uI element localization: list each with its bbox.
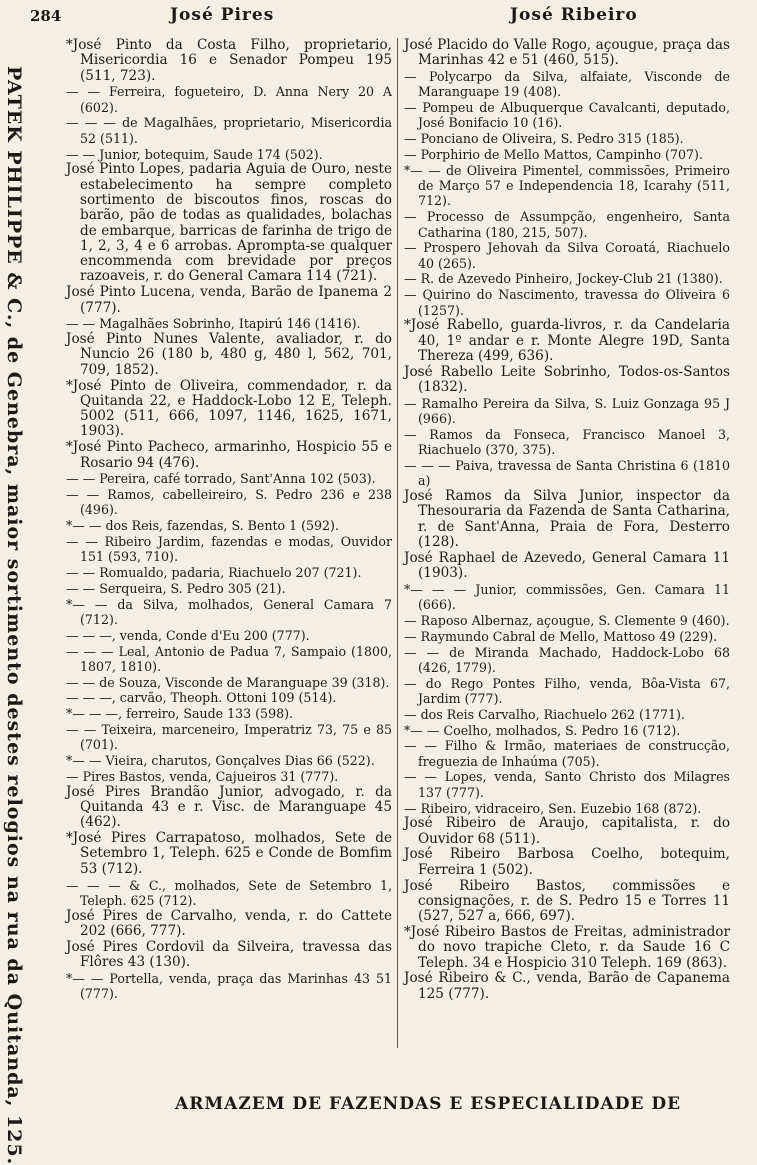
directory-entry: — — — Paiva, travessa de Santa Christina 6 (1810 a) [404, 458, 730, 489]
directory-entry: — Porphirio de Mello Mattos, Campinho (707). [404, 147, 703, 163]
directory-entry: *— — Portella, venda, praça das Marinhas 43 51 (777). [66, 970, 392, 1002]
directory-entry: — Quirino do Nascimento, travessa do Oliveira 6 (1257). [404, 287, 730, 318]
directory-entry: *José Pinto Pacheco, armarinho, Hospicio 55 e Rosario 94 (476). [66, 439, 392, 471]
directory-entry: José Pires Cordovil da Silveira, travessa das Flôres 43 (130). [66, 938, 392, 971]
directory-entry: José Ribeiro & C., venda, Barão de Capanema 125 (777). [404, 970, 730, 1002]
right-column [404, 38, 730, 1002]
directory-entry: — — Teixeira, marceneiro, Imperatriz 73, 75 e 85 (701). [66, 722, 392, 753]
directory-entry: José Placido do Valle Rogo, açougue, praça das Marinhas 42 e 51 (460, 515). [404, 37, 730, 69]
directory-entry: José Ribeiro de Araujo, capitalista, r. do Ouvidor 68 (511). [404, 815, 730, 847]
directory-entry: *— — — Junior, commissões, Gen. Camara 11 (666). [404, 581, 730, 613]
directory-entry: — — —, carvão, Theoph. Ottoni 109 (514). [66, 690, 337, 706]
directory-entry: — Raymundo Cabral de Mello, Mattoso 49 (229). [404, 628, 718, 644]
directory-entry: — — — de Magalhães, proprietario, Misericordia 52 (511). [66, 115, 392, 146]
directory-entry: — Ribeiro, vidraceiro, Sen. Euzebio 168 (872). [404, 800, 702, 816]
directory-entry: — — Romualdo, padaria, Riachuelo 207 (721). [66, 565, 362, 581]
directory-entry: *José Pinto de Oliveira, commendador, r. da Quitanda 22, e Haddock-Lobo 12 E, Teleph. 5002 (511, 666, 1097, 1146, 1625, 1671, 1903). [66, 377, 392, 440]
directory-entry: *José Pires Carrapatoso, molhados, Sete de Setembro 1, Teleph. 625 e Conde de Bomfim 53 (712). [66, 830, 392, 877]
directory-entry: — — Lopes, venda, Santo Christo dos Milagres 137 (777). [404, 769, 730, 800]
running-header [30, 5, 730, 27]
right-running-heading: José Ribeiro [510, 5, 638, 25]
left-running-heading: José Pires [170, 5, 275, 25]
directory-entry: — — Ferreira, fogueteiro, D. Anna Nery 20 A (602). [66, 84, 392, 115]
footer-advertisement: ARMAZEM DE FAZENDAS E ESPECIALIDADE DE [175, 1094, 682, 1114]
directory-entry: — — Ramos, cabelleireiro, S. Pedro 236 e 238 (496). [66, 487, 392, 518]
directory-entry: — — Filho & Irmão, materiaes de construcção, freguezia de Inhaúma (705). [404, 738, 730, 769]
page-number: 284 [30, 7, 62, 25]
directory-entry: José Ribeiro Barbosa Coelho, botequim, Ferreira 1 (502). [404, 846, 730, 878]
directory-entry: — Pompeu de Albuquerque Cavalcanti, deputado, José Bonifacio 10 (16). [404, 100, 730, 131]
column-divider [397, 38, 398, 1048]
directory-entry: — — Ribeiro Jardim, fazendas e modas, Ouvidor 151 (593, 710). [66, 534, 392, 565]
directory-entry: — — — Leal, Antonio de Padua 7, Sampaio (1800, 1807, 1810). [66, 643, 392, 674]
directory-entry: — Raposo Albernaz, açougue, S. Clemente 9 (460). [404, 612, 730, 628]
directory-entry: *José Ribeiro Bastos de Freitas, administrador do novo trapiche Cleto, r. da Saude 16 C Teleph. 34 e Hospicio 310 Teleph. 169 (863). [404, 923, 730, 971]
directory-entry: — R. de Azevedo Pinheiro, Jockey-Club 21 (1380). [404, 271, 723, 287]
directory-entry: — — Serqueira, S. Pedro 305 (21). [66, 580, 286, 596]
directory-entry: — Pires Bastos, venda, Cajueiros 31 (777). [66, 768, 339, 784]
directory-entry: José Pinto Lopes, padaria Aguia de Ouro, neste estabelecimento ha sempre completo sortimento de biscoutos finos, roscas do barão, pão de todas as qualidades, bolachas de embarque, barricas de farinha de trigo de 1, 2, 3, 4 e 6 arrobas. Apromptа-se qualquer encommenda com brevidade por preços razoaveis, r. do General Camara 114 (721). [66, 161, 392, 285]
directory-entry: — Polycarpo da Silva, alfaiate, Visconde de Maranguape 19 (408). [404, 69, 730, 100]
directory-entry: José Rabello Leite Sobrinho, Todos-os-Santos (1832). [404, 363, 730, 396]
directory-entry: — — —, venda, Conde d'Eu 200 (777). [66, 627, 310, 643]
directory-entry: — — de Souza, Visconde de Maranguape 39 (318). [66, 674, 390, 690]
directory-entry: — do Rego Pontes Filho, venda, Bôa-Vista 67, Jardim (777). [404, 675, 730, 706]
directory-entry: José Pinto Nunes Valente, avaliador, r. do Nuncio 26 (180 b, 480 g, 480 l, 562, 701, 709, 1852). [66, 331, 392, 378]
directory-entry: *— — —, ferreiro, Saude 133 (598). [66, 706, 294, 722]
left-column [66, 38, 392, 1002]
directory-entry: *— — Coelho, molhados, S. Pedro 16 (712). [404, 722, 681, 738]
directory-entry: — — Magalhães Sobrinho, Itapirú 146 (1416). [66, 316, 361, 332]
directory-entry: José Pires Brandão Junior, advogado, r. da Quitanda 43 e r. Visc. de Maranguape 45 (462). [66, 783, 392, 831]
directory-entry: — — Pereira, café torrado, Sant'Anna 102 (503). [66, 471, 376, 487]
directory-entry: *José Pinto da Costa Filho, proprietario, Misericordia 16 e Senador Pompeu 195 (511, 723). [66, 37, 392, 84]
directory-entry: — — — & C., molhados, Sete de Setembro 1, Teleph. 625 (712). [66, 877, 392, 908]
directory-entry: *— — da Silva, molhados, General Camara 7 (712). [66, 596, 392, 627]
directory-entry: — Prospero Jehovah da Silva Coroatá, Riachuelo 40 (265). [404, 240, 730, 271]
directory-entry: — Ponciano de Oliveira, S. Pedro 315 (185). [404, 131, 684, 147]
directory-entry: *— — Vieira, charutos, Gonçalves Dias 66 (522). [66, 753, 375, 769]
directory-entry: — Ramalho Pereira da Silva, S. Luiz Gonzaga 95 J (966). [404, 395, 730, 427]
directory-entry: — — de Miranda Machado, Haddock-Lobo 68 (426, 1779). [404, 644, 730, 675]
directory-entry: *— — de Oliveira Pimentel, commissões, Primeiro de Março 57 e Independencia 18, Icarahy (511, 712). [404, 162, 730, 209]
directory-entry: — dos Reis Carvalho, Riachuelo 262 (1771). [404, 706, 685, 722]
directory-entry: *— — dos Reis, fazendas, S. Bento 1 (592). [66, 518, 339, 534]
directory-entry: José Ribeiro Bastos, commissões e consignações, r. de S. Pedro 15 e Torres 11 (527, 527 a, 666, 697). [404, 877, 730, 925]
directory-entry: — Ramos da Fonseca, Francisco Manoel 3, Riachuelo (370, 375). [404, 426, 730, 458]
directory-entry: *José Rabello, guarda-livros, r. da Candelaria 40, 1º andar e r. Monte Alegre 19D, Santa Thereza (499, 636). [404, 317, 730, 364]
directory-entry: — Processo de Assumpção, engenheiro, Santa Catharina (180, 215, 507). [404, 209, 730, 240]
directory-entry: José Pires de Carvalho, venda, r. do Cattete 202 (666, 777). [66, 907, 392, 939]
directory-entry: José Raphael de Azevedo, General Camara 11 (1903). [404, 549, 730, 582]
directory-entry: José Ramos da Silva Junior, inspector da Thesouraria da Fazenda de Santa Catharina, r. de Sant'Anna, Praia de Fora, Desterro (128). [404, 488, 730, 550]
directory-entry: José Pinto Lucena, venda, Barão de Ipanema 2 (777). [66, 284, 392, 316]
directory-entry: — — Junior, botequim, Saude 174 (502). [66, 146, 323, 162]
vertical-advertisement: PATEK PHILIPPE & C., de Genebra, maior sortimento destes relogios na rua da Quitanda, 125. [3, 66, 25, 1165]
